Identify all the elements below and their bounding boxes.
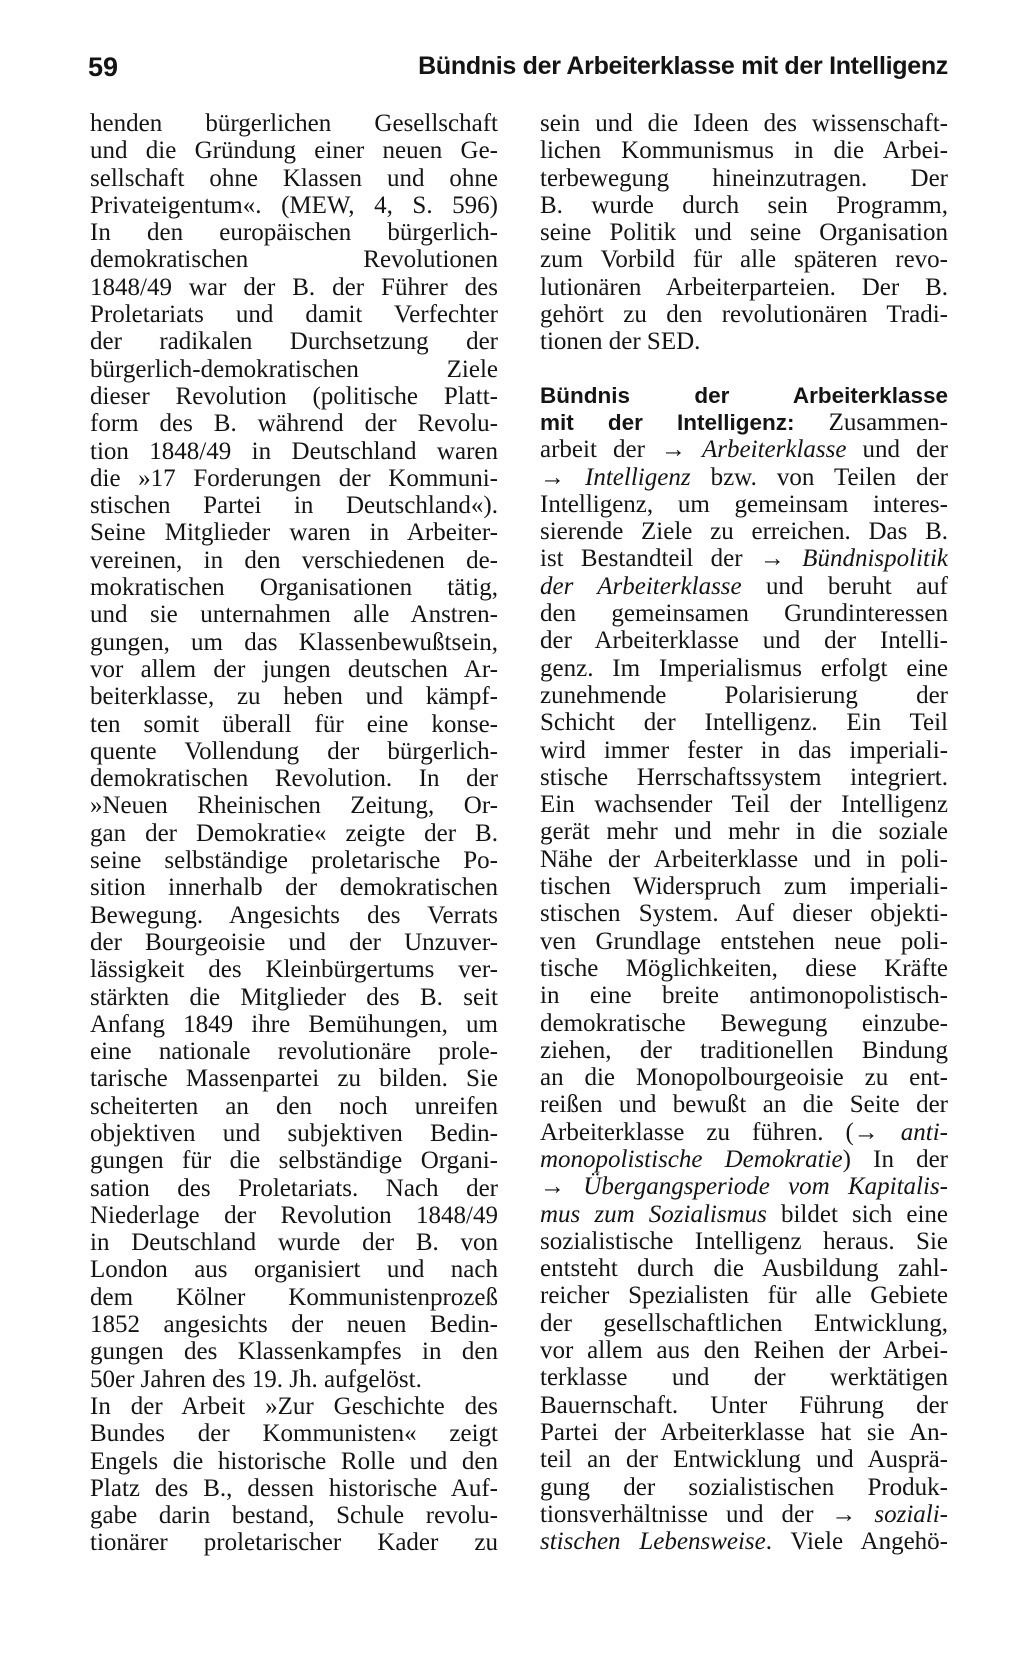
text-line: demokratischen Revolutionen bbox=[90, 246, 498, 274]
text-line: lichen Kommunismus in die Arbei- bbox=[540, 137, 948, 165]
text-line: 1848/49 war der B. der Führer des bbox=[90, 273, 498, 301]
text-line: Seine Mitglieder waren in Arbeiter- bbox=[90, 519, 498, 547]
text-line: eine nationale revolutionäre prole- bbox=[90, 1038, 498, 1066]
text-line: ven Grundlage entstehen neue poli- bbox=[540, 927, 948, 955]
text-line: den gemeinsamen Grundinteressen bbox=[540, 600, 948, 628]
text-line: stischen System. Auf dieser objekti- bbox=[540, 900, 948, 928]
text-line: tionärer proletarischer Kader zu bbox=[90, 1529, 498, 1557]
text-line: ten somit überall für eine konse- bbox=[90, 710, 498, 738]
text-line: vor allem aus den Reihen der Arbei- bbox=[540, 1337, 948, 1365]
cross-reference: stischen Lebensweise bbox=[540, 1528, 766, 1556]
running-head: Bündnis der Arbeiterklasse mit der Intelligenz bbox=[418, 52, 948, 80]
text-line: Bauernschaft. Unter Führung der bbox=[540, 1391, 948, 1419]
text-fragment: arbeit der bbox=[540, 436, 661, 464]
text-line: scheiterten an den noch unreifen bbox=[90, 1092, 498, 1120]
text-line: 50er Jahren des 19. Jh. aufgelöst. bbox=[90, 1365, 422, 1393]
text-line: und die Gründung einer neuen Ge- bbox=[90, 137, 498, 165]
text-line bbox=[540, 573, 948, 600]
page-header bbox=[88, 48, 948, 88]
entry-headword: mit der Intelligenz: bbox=[540, 409, 795, 435]
text-line: reißen und bewußt an die Seite der bbox=[540, 1091, 948, 1119]
text-line bbox=[540, 1528, 948, 1555]
paragraph-gap bbox=[540, 356, 948, 382]
cross-reference: der Arbeiterklasse bbox=[540, 572, 742, 600]
text-fragment: Arbeiterklasse zu führen. ( bbox=[540, 1118, 854, 1146]
text-line: 1852 angesichts der neuen Bedin- bbox=[90, 1311, 498, 1339]
text-line: entsteht durch die Ausbildung zahl- bbox=[540, 1255, 948, 1283]
text-line: tionen der SED. bbox=[540, 328, 701, 356]
text-line: terklasse und der werktätigen bbox=[540, 1364, 948, 1392]
text-fragment: . Viele Angehö- bbox=[765, 1528, 948, 1556]
text-line: dem Kölner Kommunistenprozeß bbox=[90, 1283, 498, 1311]
text-line: London aus organisiert und nach bbox=[90, 1256, 498, 1284]
text-line: Engels die historische Rolle und den bbox=[90, 1447, 498, 1475]
text-line: demokratischen Revolution. In der bbox=[90, 765, 498, 793]
text-line: quente Vollendung der bürgerlich- bbox=[90, 737, 498, 765]
text-line: Anfang 1849 ihre Bemühungen, um bbox=[90, 1010, 498, 1038]
text-line: gabe darin bestand, Schule revolu- bbox=[90, 1502, 498, 1530]
text-line bbox=[540, 545, 948, 572]
cross-reference: Bündnispolitik bbox=[802, 545, 948, 573]
text-line: Ein wachsender Teil der Intelligenz bbox=[540, 791, 948, 819]
text-line: gung der sozialistischen Produk- bbox=[540, 1473, 948, 1501]
text-line: an die Monopolbourgeoisie zu ent- bbox=[540, 1064, 948, 1092]
text-line: henden bürgerlichen Gesellschaft bbox=[90, 110, 498, 137]
text-line: stärkten die Mitglieder des B. seit bbox=[90, 983, 498, 1011]
text-line: dieser Revolution (politische Platt- bbox=[90, 382, 498, 410]
page-number: 59 bbox=[88, 52, 119, 82]
text-line: vereinen, in den verschiedenen de- bbox=[90, 546, 498, 574]
text-line: der Arbeiterklasse und der Intelli- bbox=[540, 627, 948, 655]
text-line: sition innerhalb der demokratischen bbox=[90, 874, 498, 902]
text-line: Bewegung. Angesichts des Verrats bbox=[90, 901, 498, 929]
entry-headword-line bbox=[540, 382, 948, 409]
cross-reference: Intelligenz bbox=[585, 463, 691, 491]
text-line: demokratische Bewegung einzube- bbox=[540, 1009, 948, 1037]
text-line: »Neuen Rheinischen Zeitung, Or- bbox=[90, 792, 498, 820]
text-fragment: bzw. von Teilen der bbox=[690, 463, 948, 491]
text-line: gehört zu den revolutionären Tradi- bbox=[540, 301, 948, 329]
text-line: der radikalen Durchsetzung der bbox=[90, 328, 498, 356]
text-line: form des B. während der Revolu- bbox=[90, 410, 498, 438]
text-fragment: Zusammen- bbox=[794, 408, 948, 436]
text-fragment: und der bbox=[846, 436, 948, 464]
text-line: sein und die Ideen des wissenschaft- bbox=[540, 110, 948, 137]
text-line: Partei der Arbeiterklasse hat sie An- bbox=[540, 1418, 948, 1446]
text-line: gungen, um das Klassenbewußtsein, bbox=[90, 628, 498, 656]
cross-reference-arrow: → bbox=[540, 1173, 565, 1201]
text-line: sation des Proletariats. Nach der bbox=[90, 1174, 498, 1202]
text-line: Niederlage der Revolution 1848/49 bbox=[90, 1201, 498, 1229]
text-line: lutionären Arbeiterparteien. Der B. bbox=[540, 273, 948, 301]
cross-reference: Arbeiterklasse bbox=[702, 436, 847, 464]
text-line: genz. Im Imperialismus erfolgt eine bbox=[540, 654, 948, 682]
text-line: in eine breite antimonopolistisch- bbox=[540, 982, 948, 1010]
cross-reference-arrow: → bbox=[660, 436, 686, 464]
text-line: mokratischen Organisationen tätig, bbox=[90, 574, 498, 602]
text-line: wird immer fester in das imperiali- bbox=[540, 736, 948, 764]
text-line: und sie unternahmen alle Anstren- bbox=[90, 601, 498, 629]
text-line: gan der Demokratie« zeigte der B. bbox=[90, 819, 498, 847]
text-line bbox=[540, 1501, 948, 1528]
text-fragment: und beruht auf bbox=[741, 572, 948, 600]
text-fragment: ) In der bbox=[842, 1145, 948, 1173]
text-line: Intelligenz, um gemeinsam interes- bbox=[540, 490, 948, 518]
text-line: Bundes der Kommunisten« zeigt bbox=[90, 1420, 498, 1448]
text-line: stischen Partei in Deutschland«). bbox=[90, 492, 498, 520]
text-line: In der Arbeit »Zur Geschichte des bbox=[90, 1392, 498, 1420]
text-line bbox=[540, 1119, 948, 1146]
text-line bbox=[540, 1201, 948, 1228]
left-column bbox=[90, 110, 498, 1557]
text-fragment: ist Bestandteil der bbox=[540, 545, 760, 573]
text-line: sozialistische Intelligenz heraus. Sie bbox=[540, 1227, 948, 1255]
cross-reference: Übergangsperiode vom Kapitalis- bbox=[583, 1173, 948, 1201]
text-line: stische Herrschaftssystem integriert. bbox=[540, 763, 948, 791]
text-fragment: tionsverhältnisse und der bbox=[540, 1500, 832, 1528]
text-line: Proletariats und damit Verfechter bbox=[90, 301, 498, 329]
text-line: teil an der Entwicklung und Ausprä- bbox=[540, 1446, 948, 1474]
cross-reference-arrow: → bbox=[759, 545, 785, 573]
text-line: der Bourgeoisie und der Unzuver- bbox=[90, 928, 498, 956]
text-line: Schicht der Intelligenz. Ein Teil bbox=[540, 709, 948, 737]
text-line: gungen für die selbständige Organi- bbox=[90, 1147, 498, 1175]
entry-headword: Bündnis der Arbeiterklasse bbox=[540, 382, 948, 408]
text-line: der gesellschaftlichen Entwicklung, bbox=[540, 1309, 948, 1337]
text-line: tische Möglichkeiten, diese Kräfte bbox=[540, 954, 948, 982]
text-line: seine Politik und seine Organisation bbox=[540, 219, 948, 247]
text-line: ziehen, der traditionellen Bindung bbox=[540, 1036, 948, 1064]
text-line: Platz des B., dessen historische Auf- bbox=[90, 1474, 498, 1502]
text-line: sellschaft ohne Klassen und ohne bbox=[90, 164, 498, 192]
text-line: zunehmende Polarisierung der bbox=[540, 681, 948, 709]
text-line: objektiven und subjektiven Bedin- bbox=[90, 1119, 498, 1147]
cross-reference: mus zum Sozialismus bbox=[540, 1200, 767, 1228]
text-line: reicher Spezialisten für alle Gebiete bbox=[540, 1282, 948, 1310]
text-line: die »17 Forderungen der Kommuni- bbox=[90, 464, 498, 492]
text-line: bürgerlich-demokratischen Ziele bbox=[90, 355, 498, 383]
text-fragment: bildet sich eine bbox=[766, 1200, 948, 1228]
cross-reference: soziali- bbox=[874, 1500, 948, 1528]
text-line bbox=[540, 1173, 948, 1200]
cross-reference-arrow: → bbox=[853, 1118, 879, 1146]
cross-reference-arrow: → bbox=[540, 463, 565, 491]
text-line: tischen Widerspruch zum imperiali- bbox=[540, 873, 948, 901]
text-line bbox=[540, 436, 948, 463]
right-column bbox=[540, 110, 948, 1555]
text-line: B. wurde durch sein Programm, bbox=[540, 191, 948, 219]
text-line: in Deutschland wurde der B. von bbox=[90, 1229, 498, 1257]
text-line: tarische Massenpartei zu bilden. Sie bbox=[90, 1065, 498, 1093]
text-line: tion 1848/49 in Deutschland waren bbox=[90, 437, 498, 465]
text-line: terbewegung hineinzutragen. Der bbox=[540, 164, 948, 192]
text-line: beiterklasse, zu heben und kämpf- bbox=[90, 683, 498, 711]
text-line bbox=[540, 409, 948, 436]
text-line: gungen des Klassenkampfes in den bbox=[90, 1338, 498, 1366]
text-line: Privateigentum«. (MEW, 4, S. 596) bbox=[90, 191, 498, 219]
text-line: gerät mehr und mehr in die soziale bbox=[540, 818, 948, 846]
cross-reference: monopolistische Demokratie bbox=[540, 1145, 843, 1173]
text-line: zum Vorbild für alle späteren revo- bbox=[540, 246, 948, 274]
text-line bbox=[540, 464, 948, 491]
text-line: In den europäischen bürgerlich- bbox=[90, 219, 498, 247]
text-line: sierende Ziele zu erreichen. Das B. bbox=[540, 518, 948, 546]
text-line: vor allem der jungen deutschen Ar- bbox=[90, 655, 498, 683]
cross-reference-arrow: → bbox=[831, 1500, 857, 1528]
text-line bbox=[540, 1146, 948, 1173]
text-line: Nähe der Arbeiterklasse und in poli- bbox=[540, 845, 948, 873]
cross-reference: anti- bbox=[900, 1118, 948, 1146]
text-line: lässigkeit des Kleinbürgertums ver- bbox=[90, 956, 498, 984]
text-line: seine selbständige proletarische Po- bbox=[90, 847, 498, 875]
